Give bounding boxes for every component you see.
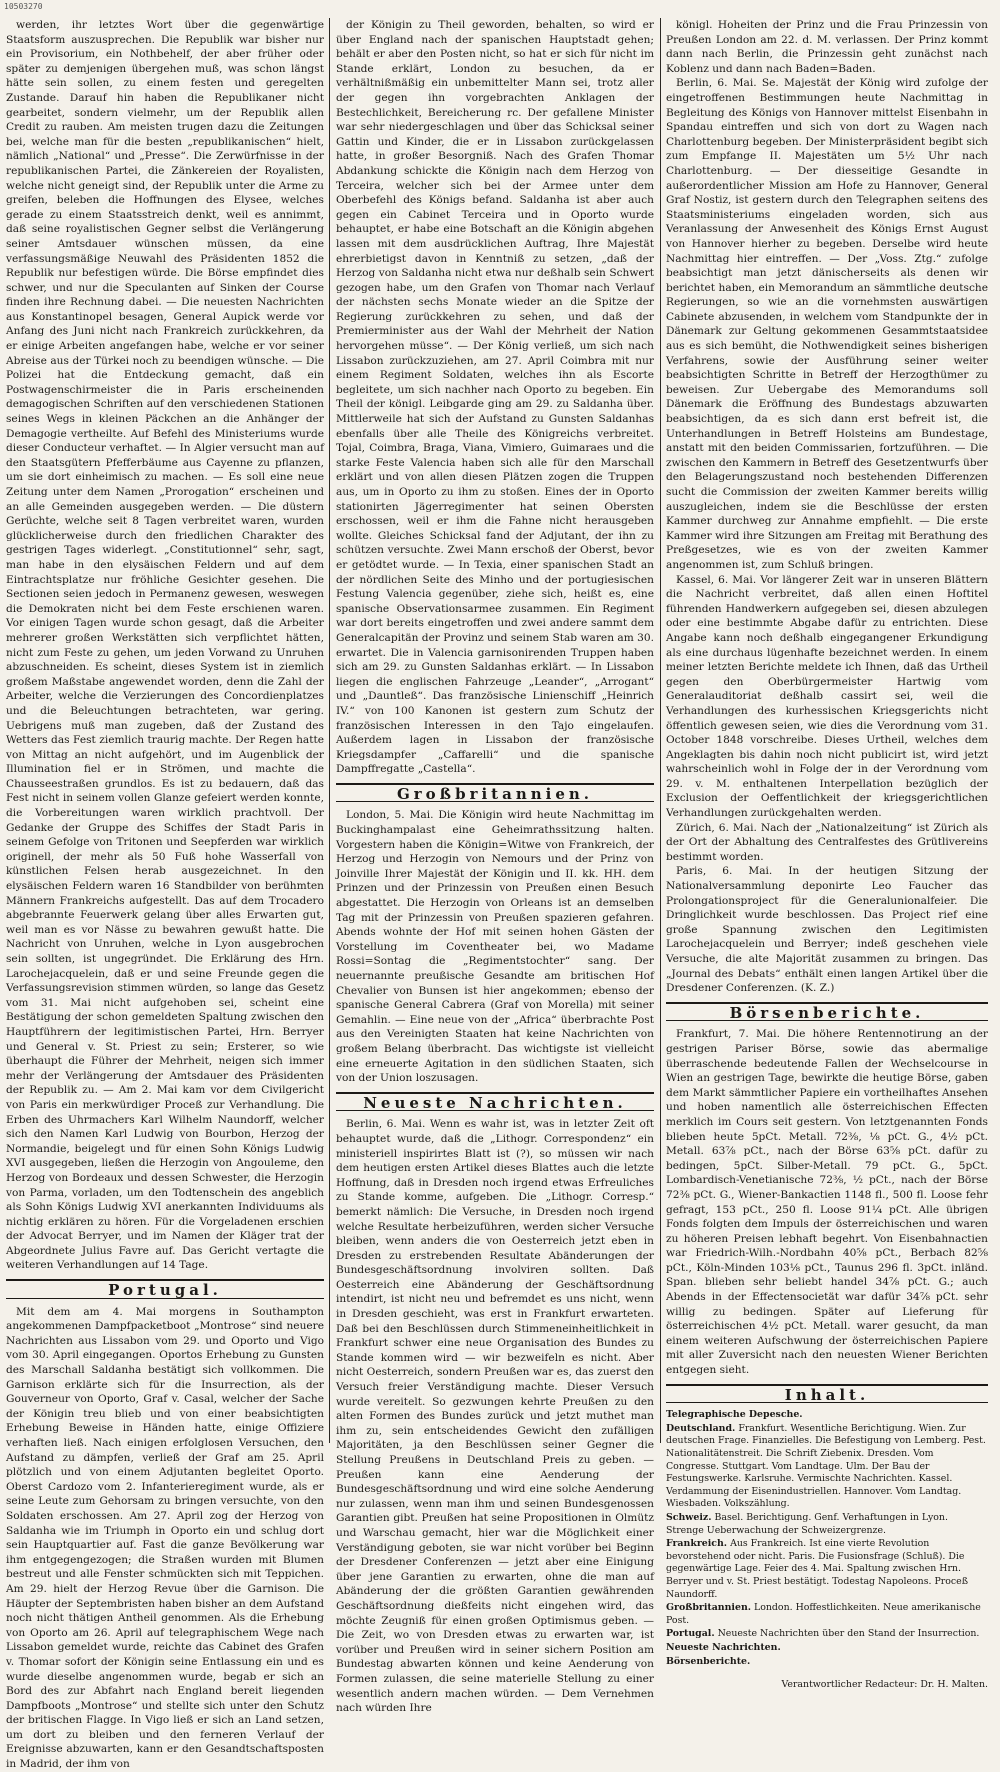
contents-entry: [666, 1628, 988, 1641]
article-portugal: Mit dem am 4. Mai morgens in Southampton angekommenen Dampfpacketboot „Montrose“ sind neuere Nachrichten aus Lissabon vom 29. und Oporto und Vigo vom 30. April eingegangen. Oportos Erhebung zu Gunsten des Marschall Saldanha bestätigt sich vollkommen. Die Garnison erklärte sich für die Insurrection, als der Gouverneur von Oporto, Graf v. Casal, welcher der Sache der Königin treu blieb und von einer beabsichtigten Erhebung Beweise in Händen hatte, einige Offiziere verhaften ließ. Nach einigen erfolglosen Versuchen, den Aufstand zu dämpfen, verließ der Graf am 25. April plötzlich und von einem Adjutanten begleitet Oporto. Oberst Cardozo vom 2. Infanterieregiment wurde, als er seine Leute zum Gehorsam zu bringen versuchte, von den Soldaten erschossen. Am 27. April zog der Herzog von Saldanha wie im Triumph in Oporto ein und schlug dort sein Hauptquartier auf. Fast die ganze Bevölkerung war ihm entgegengezogen; die Straßen wurden mit Blumen bestreut und alle Fenster schmückten sich mit Teppichen. Am 29. hielt der Herzog Revue über die Garnison. Die Häupter der Septembristen haben bisher an dem Aufstand noch nicht thätigen Antheil genommen. Als die Erhebung von Oporto am 26. April auf telegraphischem Wege nach Lissabon gemeldet wurde, reichte das Cabinet des Grafen v. Thomar sofort der Königin seine Entlassung ein und es wurde dieselbe angenommen wurde, begab er sich an Bord des zur Abfahrt nach England bereit liegenden Dampfboots „Montrose“ und stellte sich unter den Schutz der britischen Flagge. In Vigo ließ er sich an Land setzen, um dort zu bleiben und den ferneren Verlauf der Ereignisse abzuwarten, kann er den Gesandtschaftsposten in Madrid, der ihm von: [6, 1305, 324, 1771]
column-1: [6, 18, 324, 1771]
contents-key: Schweiz.: [666, 1511, 712, 1523]
contents-text: Basel. Berichtigung. Genf. Verhaftungen in Lyon. Strenge Ueberwachung der Schweizergrenze.: [666, 1511, 948, 1536]
contents-text: London. Hoffestlichkeiten. Neue amerikanische Post.: [666, 1602, 981, 1626]
article-berlin-king: Berlin, 6. Mai. Se. Majestät der König wird zufolge der eingetroffenen Bestimmungen heute Nachmittag in Begleitung des Königs von Hannover mittelst Eisenbahn in Spandau eintreffen und sich von dort zu Wagen nach Charlottenburg begeben. Der Ministerpräsident begibt sich zum Empfange II. Majestäten um 5½ Uhr nach Charlottenburg. — Der diesseitige Gesandte in außerordentlicher Mission am Hofe zu Hannover, General Graf Nostiz, ist gestern durch den Telegraphen seitens des Staatsministeriums eingeladen worden, sich aus Veranlassung der Anwesenheit des Königs Ernst August von Hannover hierher zu begeben. Derselbe wird heute Nachmittag hier eintreffen. — Der „Voss. Ztg.“ zufolge beabsichtigt man jetzt dänischerseits als denen wir berichtet haben, ein Memorandum an sämmtliche deutsche Regierungen, so wie an die vornehmsten auswärtigen Cabinete abzusenden, in welchem vom Standpunkte der in Dänemark zur Geltung gekommenen Gesammtstaatsidee aus es sich bemüht, die Nothwendigkeit seines bisherigen Verfahrens, sowie der Ausführung seiner weiter beabsichtigten Schritte in Betreff der Herzogthümer zu beweisen. Zur Uebergabe des Memorandums soll Dänemark die Eröffnung des Bundestags abzuwarten beabsichtigen, da es sich dann erst befreit ist, die Unterhandlungen in Betreff Holsteins am Bundestage, anstatt mit den beiden Commissarien, fortzuführen. — Die zwischen den Kammern in Betreff des Gesetzentwurfs über den Belagerungszustand noch bestehenden Differenzen sucht die Commission der zweiten Kammer bereits willig auszugleichen, indem sie die Beschlüsse der ersten Kammer durchweg zur Annahme empfiehlt. — Die erste Kammer wird ihre Sitzungen am Freitag mit Berathung des Preßgesetzes, wie es von der zweiten Kammer angenommen ist, zum Schluß bringen.: [666, 77, 988, 571]
page-code: 10503270: [4, 2, 43, 11]
contents-entry: [666, 1642, 988, 1655]
contents-text: Neueste Nachrichten über den Stand der Insurrection.: [717, 1628, 980, 1640]
column-2: [336, 18, 654, 1715]
contents-key: Neueste Nachrichten.: [666, 1641, 781, 1653]
contents-entry: [666, 1656, 988, 1669]
contents-entry: [666, 1423, 988, 1511]
contents-key: Großbritannien.: [666, 1602, 752, 1614]
article-portugal-continued: der Königin zu Theil geworden, behalten, so wird er über England nach der spanischen Hauptstadt gehen; behält er aber den Posten nicht, so hat er sich für nicht im Stande erklärt, London zu besuchen, da er verhältnißmäßig ein unbemittelter Mann sei, trotz aller der gegen ihn vorgebrachten Anklagen der Bestechlichkeit, Bereicherung rc. Der gefallene Minister war sehr niedergeschlagen und über das Schicksal seiner Gattin und Kinder, die er in Lissabon zurückgelassen hatte, in großer Besorgniß. Nach des Grafen Thomar Abdankung schickte die Königin nach dem Herzog von Terceira, welcher sich bei der Armee unter dem Oberbefehl des Königs befand. Saldanha ist aber auch gegen ein Cabinet Terceira und in Oporto wurde behauptet, er habe eine Botschaft an die Königin abgehen lassen mit dem ausdrücklichen Auftrag, Ihre Majestät ehrerbietigst davon in Kenntniß zu setzen, „daß der Herzog von Saldanha nicht etwa nur deßhalb sein Schwert gezogen habe, um den Grafen von Thomar nach Verlauf der nächsten sechs Monate wieder an die Spitze der Regierung zurückkehren zu sehen, und daß der Premierminister aus der Wahl der Mehrheit der Nation hervorgehen müsse“. — Der König verließ, um sich nach Lissabon zurückzuziehen, am 27. April Coimbra mit nur einem Regiment Soldaten, welches ihn als Escorte begleitete, um sich nachher nach Oporto zu begeben. Ein Theil der königl. Leibgarde ging am 29. zu Saldanha über. Mittlerweile hat sich der Aufstand zu Gunsten Saldanhas ebenfalls über alle Theile des Königreichs verbreitet. Tojal, Coimbra, Braga, Viana, Vimiero, Guimaraes und die starke Feste Valencia haben sich alle für den Marschall erklärt und von allen diesen Plätzen zogen die Truppen aus, um in Oporto zu ihm zu stoßen. Eines der in Oporto stationirten Jägerregimenter hat seinen Obersten erschossen, weil er ihm die Fahne nicht herausgeben wollte. Gleiches Schicksal fand der Adjutant, der ihn zu schützen versuchte. Zwei Mann erschoß der Oberst, bevor er getödtet wurde. — In Texia, einer spanischen Stadt an der nördlichen Seite des Minho und der portugiesischen Festung Valencia gegenüber, ziehe sich, heißt es, eine spanische Observationsarmee zusammen. Ein Regiment war dort bereits eingetroffen und zwei andere sammt dem Generalcapitän der Provinz und seinem Stab waren am 30. erwartet. Die in Valencia garnisonirenden Truppen haben sich am 29. zu Gunsten Saldanhas erklärt. — In Lissabon liegen die englischen Fahrzeuge „Leander“, „Arrogant“ und „Dauntleß“. Das französische Linienschiff „Heinrich IV.“ von 100 Kanonen ist gestern zum Schutz der französischen Interessen in den Tajo eingelaufen. Außerdem lagen in Lissabon der französische Kriegsdampfer „Caffarelli“ und die spanische Dampffregatte „Castella“.: [336, 19, 654, 776]
column-3: [666, 18, 988, 1691]
section-heading-contents: Inhalt.: [666, 1384, 988, 1404]
article-london: London, 5. Mai. Die Königin wird heute Nachmittag im Buckinghampalast eine Geheimrathssitzung halten. Vorgestern haben die Königin=Witwe von Frankreich, der Herzog und Herzogin von Nemours und der Prinz von Joinville Ihrer Majestät der Königin und II. kk. HH. dem Prinzen und der Prinzessin von Preußen einen Besuch abgestattet. Die Herzogin von Orleans ist an demselben Tag mit der Prinzessin von Preußen spazieren gefahren. Abends wohnte der Hof mit seinen hohen Gästen der Vorstellung im Coventheater bei, wo Madame Rossi=Sontag die „Regimentstochter“ sang. Der neuernannte preußische Gesandte am britischen Hof Chevalier von Bunsen ist hier angekommen; ebenso der spanische General Cabrera (Graf von Morella) mit seiner Gemahlin. — Eine neue von der „Africa“ überbrachte Post aus den Vereinigten Staaten hat keine Nachrichten von großem Belang überbracht. Das wichtigste ist vielleicht eine erneuerte Agitation in den südlichen Staaten, sich von der Union loszusagen.: [336, 809, 654, 1085]
column-divider: [329, 18, 330, 1443]
article-zurich: Zürich, 6. Mai. Nach der „Nationalzeitung“ ist Zürich als der Ort der Abhaltung des Centralfestes des Grütlivereins bestimmt worden.: [666, 821, 988, 863]
section-heading-portugal: Portugal.: [6, 1279, 324, 1299]
contents-key: Deutschland.: [666, 1422, 736, 1434]
contents-entry: [666, 1602, 988, 1627]
contents-entry: [666, 1538, 988, 1601]
contents-text: Frankfurt. Wesentliche Berichtigung. Wien. Zur deutschen Frage. Finanzielles. Die Befestigung von Lemberg. Pest. Nationalitätenstreit. Die Schrift Ziebenix. Dresden. Vom Congresse. Stuttgart. Vom Landtage. Ulm. Der Bau der Festungswerke. Karlsruhe. Vermischte Nachrichten. Kassel. Verdammung der Eisenindustriellen. Hannover. Vom Landtag. Wiesbaden. Volkszählung.: [666, 1422, 986, 1510]
article-berlin-continued: königl. Hoheiten der Prinz und die Frau Prinzessin von Preußen London am 22. d. M. verlassen. Der Prinz kommt dann nach Berlin, die Prinzessin geht zunächst nach Koblenz und dann nach Baden=Baden.: [666, 19, 988, 75]
section-heading-stock-reports: Börsenberichte.: [666, 1002, 988, 1022]
contents-key: Börsenberichte.: [666, 1655, 751, 1667]
contents-entry: [666, 1512, 988, 1537]
article-berlin-news: Berlin, 6. Mai. Wenn es wahr ist, was in letzter Zeit oft behauptet wurde, daß die „Lithogr. Correspondenz“ ein ministeriell inspirirtes Blatt ist (?), so müssen wir nach dem heutigen ersten Artikel dieses Blattes auch die letzte Hoffnung, daß in Dresden noch irgend etwas Erfreuliches zu Stande komme, aufgeben. Die „Lithogr. Corresp.“ bemerkt nämlich: Die Versuche, in Dresden noch irgend welche Resultate herbeizuführen, werden sicher Versuche bleiben, wenn anders die von Oesterreich jetzt eben in Dresden zu erstrebenden Resultate Abänderungen der Bundesgeschäftsordnung involviren sollten. Daß Oesterreich eine Abänderung der Geschäftsordnung intendirt, ist nicht neu und befremdet es uns nicht, wenn in Dresden geschieht, was erst in Frankfurt erwarteten. Daß bei den Beschlüssen durch Stimmeneinheitlichkeit in Frankfurt schwer eine neue Organisation des Bundes zu Stande kommen wird — wir bezweifeln es nicht. Aber nicht Oesterreich, sondern Preußen war es, das zuerst den Versuch freier Verständigung machte. Dieser Versuch wurde vereitelt. So gezwungen kehrte Preußen zu den alten Formen des Bundes zurück und jetzt muthet man ihm zu, sein entscheidendes Gewicht den zufälligen Majoritäten, ja den Beschlüssen seiner Gegner die Stellung Preußens in Deutschland Preis zu geben. — Preußen kann eine Aenderung der Bundesgeschäftsordnung und wird eine solche Aenderung nur zulassen, wenn man ihm und seinen Bundesgenossen Garantien gibt. Preußen hat seine Propositionen in Olmütz und Warschau gemacht, hier war die Möglichkeit einer Verständigung geboten, sie war nicht vorüber bei Beginn der Dresdener Conferenzen — jetzt aber eine Einigung über jene Garantien zu erwarten, ohne die man auf Abänderung der die größten Garantien gewährenden Geschäftsordnung dießfeits nicht eingehen wird, das möchte Zeugniß für einen großen Optimismus geben. — Die Zeit, wo von Dresden etwas zu erwarten war, ist vorüber und Preußen wird in seiner sichern Position am Bundestag abwarten können und keine Aenderung von Formen zulassen, die seine materielle Stellung zu einer wesentlich andern machen würden. — Dem Vernehmen nach würden Ihre: [336, 1118, 654, 1715]
contents-entry: [666, 1409, 988, 1422]
article-paris: Paris, 6. Mai. In der heutigen Sitzung der Nationalversammlung deponirte Leo Faucher das Prolongationsproject für die Generalunionalfeier. Die Dringlichkeit wurde beschlossen. Das Project rief eine große Spannung zwischen den Legitimisten Larochejacquelein und Berryer; indeß geschehen viele Versuche, die alte Majorität zusammen zu bringen. Das „Journal des Debats“ enthält einen langen Artikel über die Dresdener Conferenzen. (K. Z.): [666, 865, 988, 995]
article-kassel: Kassel, 6. Mai. Vor längerer Zeit war in unseren Blättern die Nachricht verbreitet, daß allen einen Hoftitel führenden Handwerkern aufgegeben sei, diesen abzulegen oder eine bestimmte Abgabe dafür zu entrichten. Diese Angabe kann noch deßhalb eingegangener Erkundigung als eine durchaus lügenhafte bezeichnet werden. In einem meiner letzten Berichte meldete ich Ihnen, daß das Urtheil gegen den Oberbürgermeister Hartwig vom Generalauditoriat deßhalb cassirt sei, weil die Verhandlungen des kurhessischen Kriegsgerichts nicht öffentlich gewesen seien, wie dies die Verordnung vom 31. October 1848 vorschreibe. Dieses Urtheil, welches dem Angeklagten bis dahin noch nicht publicirt ist, wird jetzt wahrscheinlich wohl in Folge der in der Verordnung vom 29. v. M. enthaltenen Interpellation bezüglich der Exclusion der Oeffentlichkeit der kriegsgerichtlichen Verhandlungen zurückgehalten werden.: [666, 573, 988, 820]
article-frankfurt-stock: Frankfurt, 7. Mai. Die höhere Rentennotirung an der gestrigen Pariser Börse, sowie das abermalige überraschende bedeutende Fallen der Wechselcourse in Wien an gestrigen Tage, bewirkte die heutige Börse, gaben dem Markt sämmtlicher Papiere ein vortheilhaftes Ansehen und hoben namentlich alle österreichischen Effecten merklich im Cours seit gestern. Von letztgenannten Fonds blieben heute 5pCt. Metall. 72⅜, ⅛ pCt. G., 4½ pCt. Metall. 63⅞ pCt., nach der Börse 63⅝ pCt. dafür zu bedingen, 5pCt. Silber-Metall. 79 pCt. G., 5pCt. Lombardisch-Venetianische 72⅜, ½ pCt., nach der Börse 72⅜ pCt. G., Wiener-Bankactien 1148 fl., 500 fl. Loose fehr gefragt, 153 pCt., 250 fl. Loose 91¼ pCt. Alle übrigen Fonds folgten dem Impuls der österreichischen und waren zu höheren Preisen lebhaft begehrt. Von Eisenbahnactien war Friedrich-Wilh.-Nordbahn 40⅝ pCt., Berbach 82⅝ pCt., Köln-Minden 103⅛ pCt., Taunus 296 fl. 3pCt. inländ. Span. blieben sehr beliebt handel 34⅞ pCt. G.; auch Abends in der Effectensocietät war dafür 34⅞ pCt. sehr willig zu bedingen. Später auf Lieferung für österreichischen 4½ pCt. Metall. warer gesucht, da man einem weiteren Aufschwung der österreichischen Papiere mit aller Zuversicht nach den neuesten Wiener Berichten entgegen sieht.: [666, 1028, 988, 1377]
contents-text: Aus Frankreich. Ist eine vierte Revolution bevorstehend oder nicht. Paris. Die Fusionsfrage (Schluß). Die gegenwärtige Lage. Feier des 4. Mai. Spaltung zwischen Hrn. Berryer und v. St. Priest bestätigt. Todestag Napoleons. Proceß Naundorff.: [666, 1538, 968, 1600]
column-divider: [660, 18, 661, 1443]
section-heading-great-britain: Großbritannien.: [336, 783, 654, 803]
article-france-continued: werden, ihr letztes Wort über die gegenwärtige Staatsform auszusprechen. Die Republik war bisher nur ein Provisorium, ein Nothbehelf, der aber früher oder später zu demjenigen übergehen muß, was schon längst hätte sein sollen, zu einem festen und geregelten Zustande. Darauf hin haben die Republikaner nicht gearbeitet, sondern vielmehr, um der Republik allen Credit zu rauben. Am meisten trugen dazu die Zeitungen bei, welche man für die besten „republikanischen“ hielt, nämlich „National“ und „Presse“. Die Zerwürfnisse in der republikanischen Partei, die Zänkereien der Royalisten, welche nicht geneigt sind, der Republik unter die Arme zu greifen, beleben die Hoffnungen des Elysee, welches gerade zu einem Staatsstreich denkt, weil es annimmt, daß seine royalistischen Gegner selbst die Verlängerung seiner Amtsdauer wünschen müssen, da eine verfassungsmäßige Neuwahl des Präsidenten 1852 die Republik nur befestigen würde. Die Börse empfindet dies schwer, und nur die Speculanten auf Sinken der Course finden ihre Rechnung dabei. — Die neuesten Nachrichten aus Konstantinopel besagen, General Aupick werde vor Anfang des Juni nicht nach Frankreich zurückkehren, da er einige Arbeiten angefangen habe, welche er vor seiner Abreise aus der Türkei noch zu beendigen wünsche. — Die Polizei hat die Entdeckung gemacht, daß ein Postwagenschirmeister die in Paris erscheinenden demagogischen Schriften auf den verschiedenen Stationen seines Wegs in kleinen Päckchen an die Anhänger der Demagogie vertheilte. Auf Befehl des Ministeriums wurde dieser Conducteur verhaftet. — In Algier versucht man auf den Staatsgütern Pfefferbäume aus Cayenne zu pflanzen, um sie dort einheimisch zu machen. — Es soll eine neue Zeitung unter dem Namen „Prorogation“ erscheinen und an alle Gemeinden ausgegeben werden. — Die düstern Gerüchte, welche seit 8 Tagen verbreitet waren, wurden glücklicherweise durch den friedlichen Charakter des gestrigen Tages widerlegt. „Constitutionnel“ sehr, sagt, man habe in den elysäischen Feldern und auf dem Eintrachtsplatze nur fröhliche Gesichter gesehen. Die Sectionen seien jedoch in Permanenz gewesen, weswegen die Demokraten nicht bei dem Feste erschienen waren. Vor einigen Tagen wurde schon gesagt, daß die Arbeiter mehrerer großen Werkstätten sich verpflichtet hätten, nicht zum Feste zu gehen, um jeden Vorwand zu Unruhen abzuschneiden. Es scheint, dieses System ist in ziemlich großem Maßstabe angewendet worden, denn die Zahl der Arbeiter, welche die Verzierungen des Concordienplatzes und die Beleuchtungen betrachteten, war gering. Uebrigens muß man zugeben, daß der Zustand des Wetters das Fest ziemlich traurig machte. Der Regen hatte von Mittag an nicht aufgehört, und im Augenblick der Illumination fiel er in Strömen, und machte die Chausseestraßen grundlos. Es ist zu bedauern, daß das Fest nicht in seinem vollen Glanze gefeiert werden konnte, die Vorbereitungen waren wirklich prachtvoll. Der Gedanke der Gruppe des Schiffes der Stadt Paris in seinem Gefolge von Tritonen und Seepferden war wirklich originell, der mehr als 50 Fuß hohe Wasserfall von künstlichen Felsen herab ausgezeichnet. In den elysäischen Feldern waren 16 Standbilder von berühmten Männern Frankreichs aufgestellt. Das auf dem Trocadero abgebrannte Feuerwerk gelang über alles Erwarten gut, weil man es vor Nässe zu bewahren gewußt hatte. Die Nachricht von Unruhen, welche in Lyon ausgebrochen sein sollten, ist ungegründet. Die Erklärung des Hrn. Larochejacquelein, daß er und seine Freunde gegen die Verfassungsrevision stimmen würden, so lange das Gesetz vom 31. Mai nicht aufgehoben sei, scheint eine Bestätigung der schon gemeldeten Spaltung zwischen den Hauptführern der legitimistischen Partei, Hrn. Berryer und General v. St. Priest zu sein; Ersterer, so wie überhaupt die Führer der Mehrheit, neigen sich immer mehr der Verlängerung der Amtsdauer des Präsidenten der Republik zu. — Am 2. Mai kam vor dem Civilgericht von Paris ein merkwürdiger Proceß zur Verhandlung. Die Erben des Uhrmachers Karl Wilhelm Naundorff, welcher sich den Namen Karl Ludwig von Bourbon, Herzog der Normandie, beigelegt und für einen Sohn Königs Ludwig XVI ausgegeben, ließen die Herzogin von Angouleme, den Herzog von Bordeaux und dessen Schwester, die Herzogin von Parma, vorladen, um den Todtenschein des angeblich als Sohn Königs Ludwig XVI anerkannten Individuums als nichtig erklären zu hören. Für die Vorgeladenen erschien der Advocat Berryer, und im Namen der Kläger trat der Abgeordnete Julius Favre auf. Das Gericht vertagte die weiteren Verhandlungen auf 14 Tage.: [6, 19, 324, 1272]
contents-key: Portugal.: [666, 1628, 715, 1640]
section-heading-latest-news: Neueste Nachrichten.: [336, 1092, 654, 1112]
table-of-contents: [666, 1409, 988, 1668]
responsible-editor: Verantwortlicher Redacteur: Dr. H. Malten.: [781, 1679, 988, 1691]
contents-key: Telegraphische Depesche.: [666, 1409, 803, 1421]
contents-key: Frankreich.: [666, 1538, 728, 1550]
